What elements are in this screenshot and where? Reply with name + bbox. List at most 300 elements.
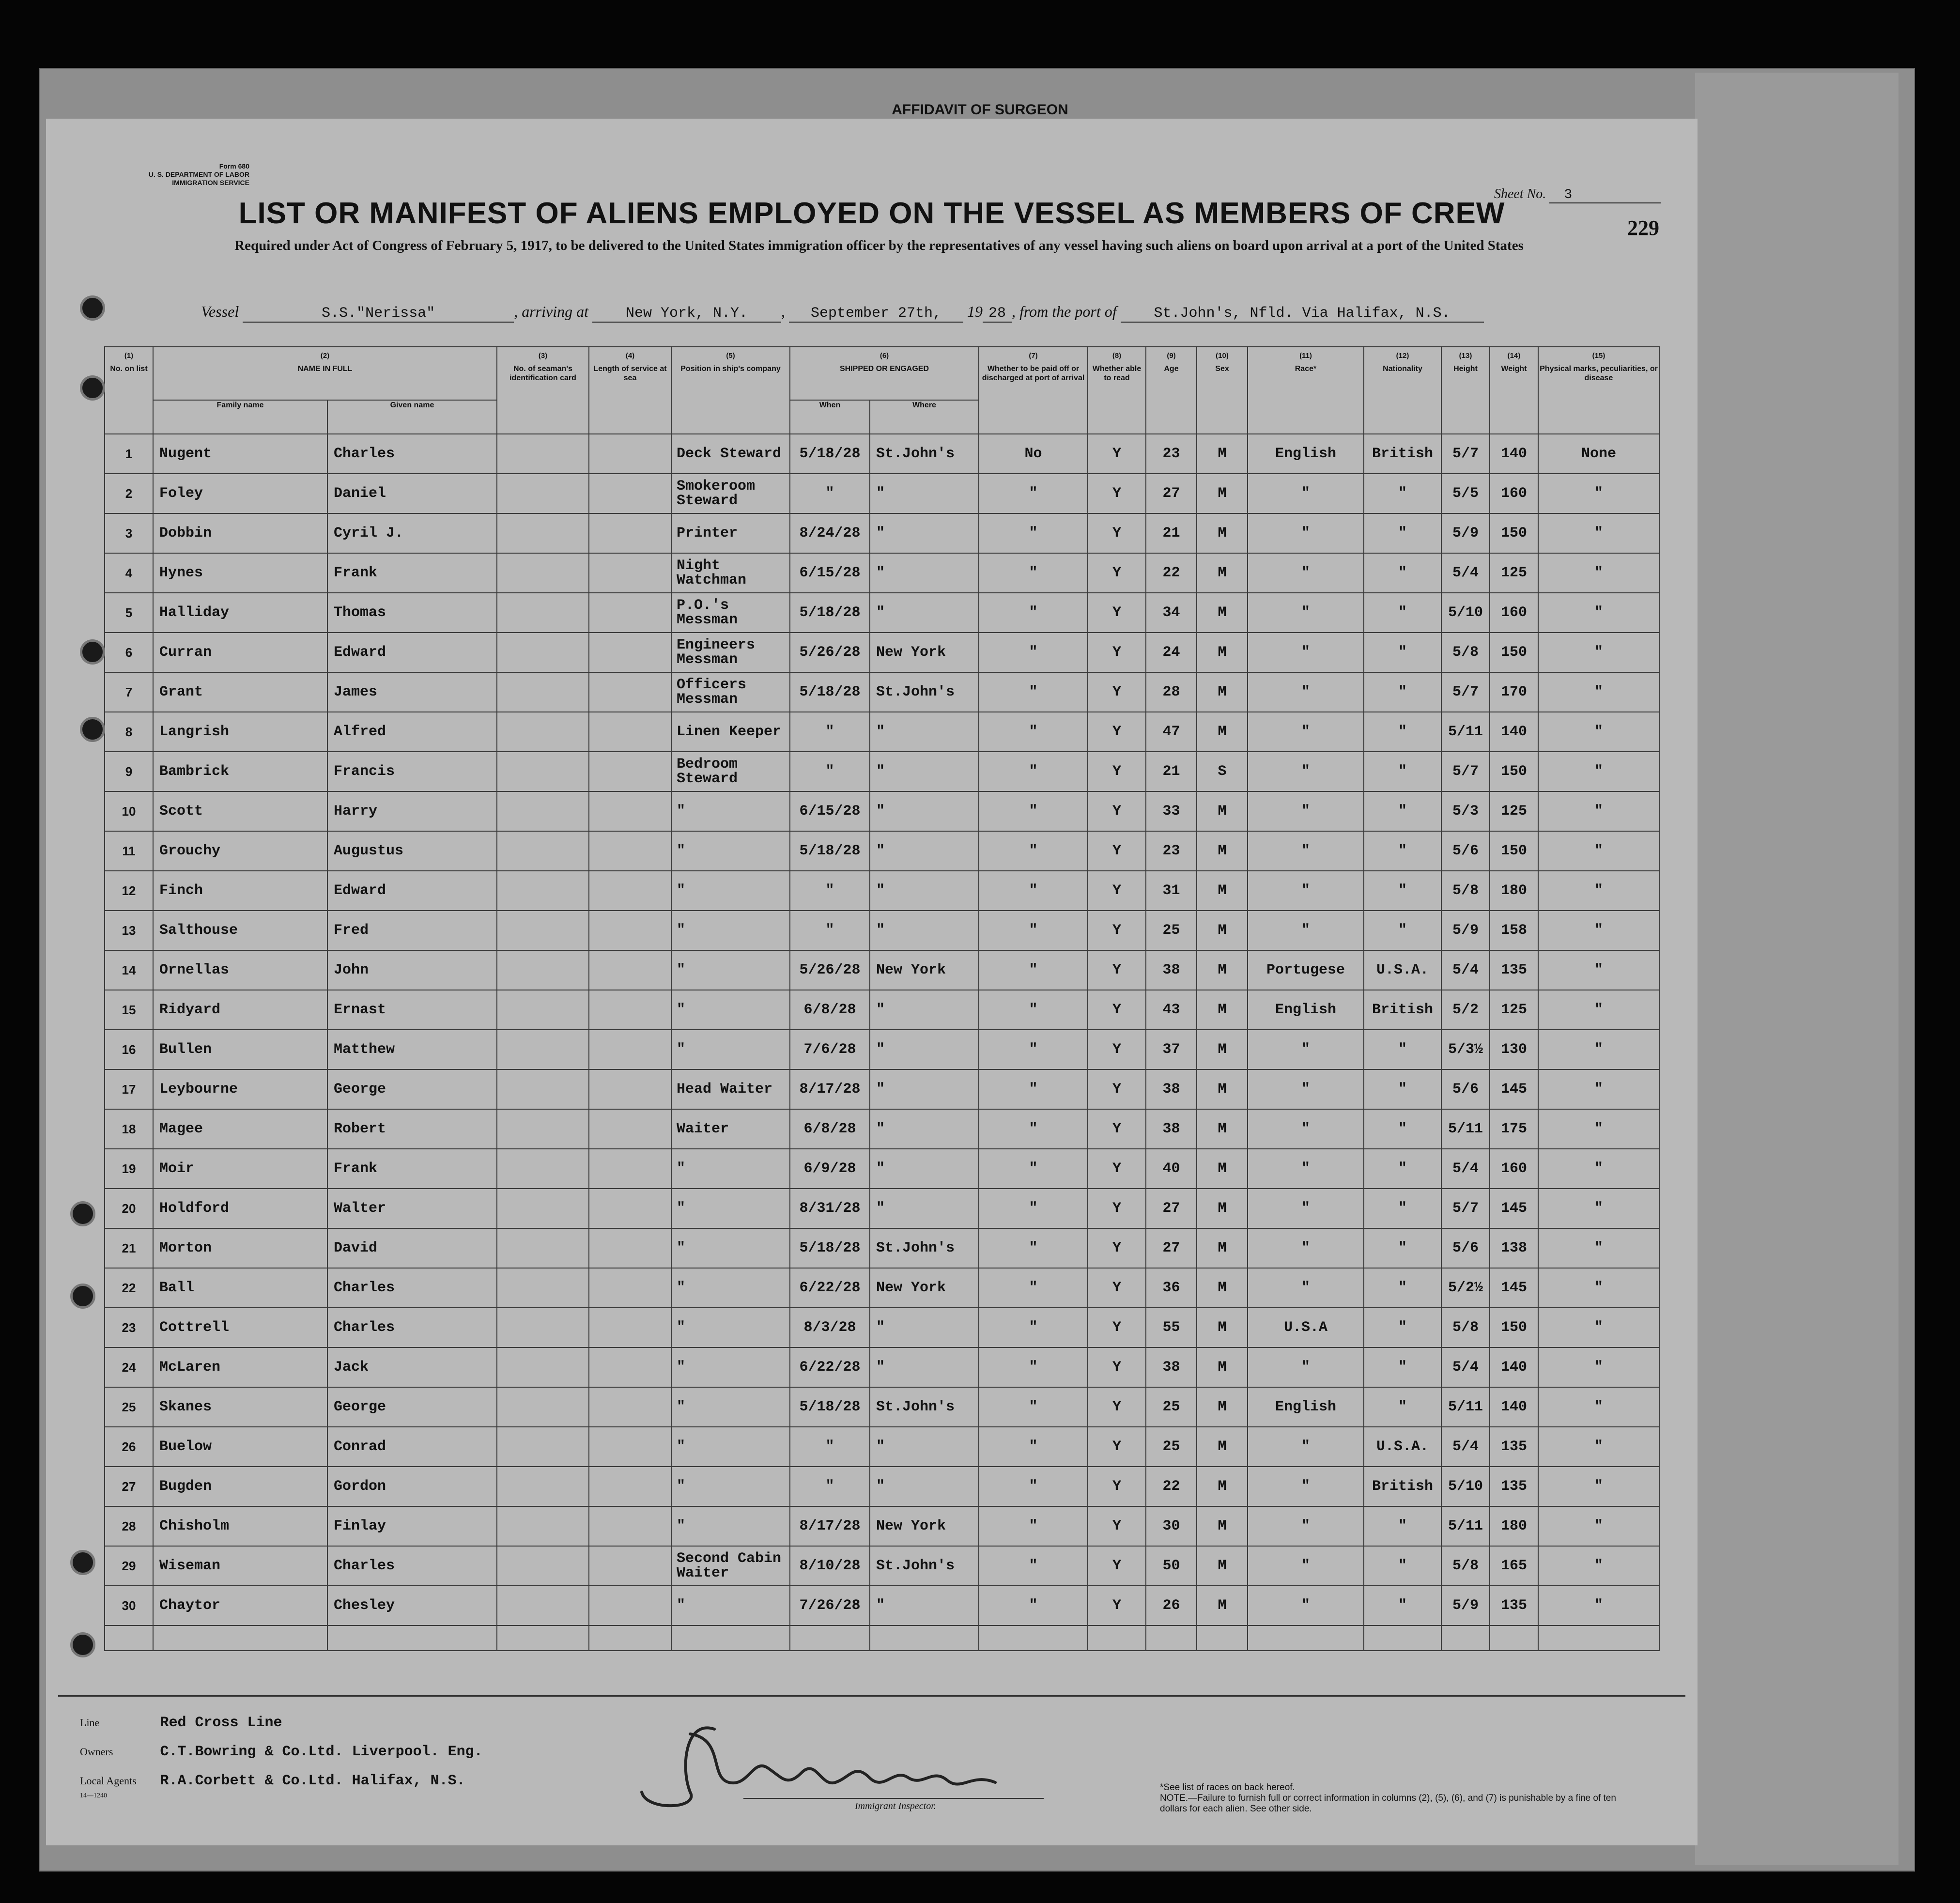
col-header-physical-marks: (15) Physical marks, peculiarities, or disease [1538,347,1659,434]
races-note: *See list of races on back hereof. [1160,1782,1295,1793]
row-number-cell: 15 [105,990,153,1030]
paid-off-cell: " [979,791,1088,831]
position-cell: " [671,1347,790,1387]
position-cell: Smokeroom Steward [671,474,790,513]
able-to-read-cell: Y [1088,1467,1146,1506]
row-number-cell: 11 [105,831,153,871]
family-name-cell: Nugent [153,434,327,474]
row-number-cell: 20 [105,1189,153,1228]
nationality-cell: " [1364,1308,1441,1347]
family-name-cell: Finch [153,871,327,911]
shipped-when-cell: 7/6/28 [790,1030,870,1069]
given-name-cell: Thomas [327,593,497,633]
agents-row [80,1773,465,1789]
blank-cell [1490,1625,1538,1651]
nationality-cell: British [1364,1467,1441,1506]
shipped-where-cell: " [870,831,979,871]
family-name-cell: Curran [153,633,327,672]
length-service-cell [589,1189,671,1228]
length-service-cell [589,633,671,672]
able-to-read-cell: Y [1088,672,1146,712]
agents-label: Local Agents [80,1775,137,1787]
family-name-cell: Halliday [153,593,327,633]
col-header-sex: (10) Sex [1197,347,1248,434]
shipped-when-cell: " [790,1467,870,1506]
row-number-cell: 16 [105,1030,153,1069]
age-cell: 33 [1146,791,1197,831]
family-name-cell: Bugden [153,1467,327,1506]
height-cell: 5/7 [1441,1189,1490,1228]
weight-cell: 140 [1490,1347,1538,1387]
shipped-where-cell: New York [870,633,979,672]
shipped-where-cell: " [870,1427,979,1467]
binder-hole [80,375,105,401]
age-cell: 25 [1146,911,1197,950]
physical-marks-cell: " [1538,950,1659,990]
position-cell: " [671,1189,790,1228]
physical-marks-cell: " [1538,911,1659,950]
col-header-age: (9) Age [1146,347,1197,434]
row-number-cell: 10 [105,791,153,831]
able-to-read-cell: Y [1088,474,1146,513]
id-card-cell [497,434,589,474]
nationality-cell: " [1364,1109,1441,1149]
nationality-cell: " [1364,712,1441,752]
length-service-cell [589,990,671,1030]
given-name-cell: Walter [327,1189,497,1228]
binder-hole [70,1201,95,1226]
family-name-cell: Chisholm [153,1506,327,1546]
given-name-cell: Francis [327,752,497,791]
paid-off-cell: " [979,752,1088,791]
shipped-when-cell: 6/8/28 [790,1109,870,1149]
race-cell: English [1248,990,1364,1030]
physical-marks-cell: " [1538,791,1659,831]
row-number-cell: 14 [105,950,153,990]
paid-off-cell: " [979,831,1088,871]
position-cell: " [671,791,790,831]
able-to-read-cell: Y [1088,1387,1146,1427]
paid-off-cell: " [979,1189,1088,1228]
form-info [104,162,249,187]
blank-cell [327,1625,497,1651]
paid-off-cell: " [979,553,1088,593]
id-card-cell [497,871,589,911]
nationality-cell: " [1364,1387,1441,1427]
length-service-cell [589,513,671,553]
sex-cell: M [1197,1149,1248,1189]
given-name-cell: Cyril J. [327,513,497,553]
nationality-cell: " [1364,871,1441,911]
position-cell: " [671,1149,790,1189]
family-name-cell: Skanes [153,1387,327,1427]
table-row [105,1149,1659,1189]
vessel-name: S.S."Nerissa" [243,305,514,323]
shipped-when-cell: 5/18/28 [790,831,870,871]
shipped-when-cell: 6/15/28 [790,791,870,831]
shipped-when-cell: " [790,1427,870,1467]
race-cell: " [1248,513,1364,553]
paid-off-cell: " [979,672,1088,712]
weight-cell: 150 [1490,831,1538,871]
position-cell: P.O.'s Messman [671,593,790,633]
position-cell: " [671,1506,790,1546]
able-to-read-cell: Y [1088,1030,1146,1069]
given-name-cell: Alfred [327,712,497,752]
family-name-cell: Cottrell [153,1308,327,1347]
height-cell: 5/7 [1441,672,1490,712]
id-card-cell [497,1189,589,1228]
blank-cell [671,1625,790,1651]
weight-cell: 158 [1490,911,1538,950]
shipped-when-cell: " [790,911,870,950]
physical-marks-cell: " [1538,752,1659,791]
row-number-cell: 9 [105,752,153,791]
owners-label: Owners [80,1746,113,1758]
paid-off-cell: No [979,434,1088,474]
vessel-line: Vessel S.S."Nerissa" , arriving at New York, N.Y. , September 27th, 19 28 , from the port of St.John's, Nfld. Via Halifax, N.S. [201,303,1654,323]
arrival-date: September 27th, [789,305,963,323]
col-header-family-name: Family name [153,400,327,434]
id-card-cell [497,1427,589,1467]
age-cell: 27 [1146,1228,1197,1268]
age-cell: 23 [1146,434,1197,474]
length-service-cell [589,752,671,791]
id-card-cell [497,1228,589,1268]
family-name-cell: Ornellas [153,950,327,990]
given-name-cell: Conrad [327,1427,497,1467]
row-number-cell: 8 [105,712,153,752]
id-card-cell [497,712,589,752]
blank-cell [1197,1625,1248,1651]
length-service-cell [589,434,671,474]
row-number-cell: 1 [105,434,153,474]
given-name-cell: Daniel [327,474,497,513]
sex-cell: M [1197,1189,1248,1228]
sex-cell: M [1197,633,1248,672]
length-service-cell [589,474,671,513]
form-number: Form 680 [219,162,249,170]
nationality-cell: " [1364,553,1441,593]
race-cell: " [1248,1467,1364,1506]
height-cell: 5/8 [1441,633,1490,672]
age-cell: 21 [1146,513,1197,553]
position-cell: " [671,990,790,1030]
shipped-when-cell: 6/15/28 [790,553,870,593]
length-service-cell [589,1546,671,1586]
manifest-footer [46,1695,1698,1841]
shipped-where-cell: " [870,1069,979,1109]
age-cell: 24 [1146,633,1197,672]
nationality-cell: " [1364,911,1441,950]
table-row [105,1308,1659,1347]
shipped-where-cell: " [870,513,979,553]
blank-cell [1538,1625,1659,1651]
nationality-cell: " [1364,1030,1441,1069]
able-to-read-cell: Y [1088,1109,1146,1149]
paid-off-cell: " [979,1546,1088,1586]
col-header-where: Where [870,400,979,434]
able-to-read-cell: Y [1088,712,1146,752]
binder-hole [80,639,105,665]
sex-cell: M [1197,1347,1248,1387]
line-value: Red Cross Line [160,1715,282,1731]
race-cell: " [1248,791,1364,831]
family-name-cell: Chaytor [153,1586,327,1625]
row-number-cell: 23 [105,1308,153,1347]
family-name-cell: Wiseman [153,1546,327,1586]
sex-cell: M [1197,1268,1248,1308]
age-cell: 38 [1146,1347,1197,1387]
weight-cell: 135 [1490,1586,1538,1625]
paid-off-cell: " [979,712,1088,752]
height-cell: 5/4 [1441,1149,1490,1189]
row-number-cell: 13 [105,911,153,950]
col-header-nationality: (12) Nationality [1364,347,1441,434]
sex-cell: M [1197,553,1248,593]
blank-cell [1441,1625,1490,1651]
shipped-where-cell: " [870,1030,979,1069]
family-name-cell: Bullen [153,1030,327,1069]
binder-hole [70,1550,95,1575]
year-suffix: 28 [983,305,1012,323]
manifest-sheet [46,119,1698,1845]
row-number-cell: 27 [105,1467,153,1506]
physical-marks-cell: " [1538,1506,1659,1546]
weight-cell: 138 [1490,1228,1538,1268]
id-card-cell [497,593,589,633]
col-header-given-name: Given name [327,400,497,434]
footer-rule [58,1695,1685,1697]
sheet-number-label: Sheet No. [1494,186,1546,201]
height-cell: 5/2 [1441,990,1490,1030]
shipped-where-cell: " [870,791,979,831]
family-name-cell: Grouchy [153,831,327,871]
given-name-cell: Gordon [327,1467,497,1506]
paid-off-cell: " [979,1387,1088,1427]
paid-off-cell: " [979,1268,1088,1308]
nationality-cell: " [1364,791,1441,831]
col-header-weight: (14) Weight [1490,347,1538,434]
physical-marks-cell: None [1538,434,1659,474]
given-name-cell: Finlay [327,1506,497,1546]
age-cell: 55 [1146,1308,1197,1347]
shipped-when-cell: 8/17/28 [790,1069,870,1109]
physical-marks-cell: " [1538,553,1659,593]
shipped-where-cell: " [870,911,979,950]
row-number-cell: 26 [105,1427,153,1467]
physical-marks-cell: " [1538,1387,1659,1427]
shipped-where-cell: St.John's [870,434,979,474]
length-service-cell [589,593,671,633]
given-name-cell: Harry [327,791,497,831]
height-cell: 5/8 [1441,1308,1490,1347]
table-row [105,593,1659,633]
physical-marks-cell: " [1538,871,1659,911]
physical-marks-cell: " [1538,1149,1659,1189]
table-row [105,1189,1659,1228]
table-row [105,434,1659,474]
position-cell: Bedroom Steward [671,752,790,791]
shipped-where-cell: St.John's [870,1387,979,1427]
sheet-number [1494,186,1661,203]
blank-cell [870,1625,979,1651]
weight-cell: 135 [1490,1467,1538,1506]
paid-off-cell: " [979,1149,1088,1189]
given-name-cell: George [327,1387,497,1427]
id-card-cell [497,553,589,593]
length-service-cell [589,1308,671,1347]
nationality-cell: " [1364,831,1441,871]
able-to-read-cell: Y [1088,633,1146,672]
height-cell: 5/11 [1441,1387,1490,1427]
table-row [105,1387,1659,1427]
shipped-when-cell: " [790,752,870,791]
sex-cell: M [1197,1427,1248,1467]
shipped-where-cell: New York [870,1268,979,1308]
shipped-where-cell: " [870,990,979,1030]
shipped-when-cell: 6/22/28 [790,1268,870,1308]
shipped-when-cell: 5/26/28 [790,950,870,990]
position-cell: " [671,1228,790,1268]
family-name-cell: Magee [153,1109,327,1149]
row-number-cell: 19 [105,1149,153,1189]
row-number-cell: 25 [105,1387,153,1427]
height-cell: 5/5 [1441,474,1490,513]
able-to-read-cell: Y [1088,553,1146,593]
col-header-name: (2) NAME IN FULL [153,347,497,400]
height-cell: 5/4 [1441,950,1490,990]
paid-off-cell: " [979,513,1088,553]
paid-off-cell: " [979,1347,1088,1387]
given-name-cell: Frank [327,553,497,593]
row-number-cell: 18 [105,1109,153,1149]
sex-cell: S [1197,752,1248,791]
given-name-cell: Chesley [327,1586,497,1625]
height-cell: 5/6 [1441,1069,1490,1109]
physical-marks-cell: " [1538,1347,1659,1387]
paid-off-cell: " [979,990,1088,1030]
shipped-where-cell: " [870,553,979,593]
sex-cell: M [1197,1109,1248,1149]
family-name-cell: Foley [153,474,327,513]
vessel-label: Vessel [201,303,239,320]
id-card-cell [497,1149,589,1189]
weight-cell: 145 [1490,1069,1538,1109]
blank-cell [1248,1625,1364,1651]
shipped-where-cell: " [870,1149,979,1189]
id-card-cell [497,1467,589,1506]
able-to-read-cell: Y [1088,1586,1146,1625]
race-cell: " [1248,1109,1364,1149]
physical-marks-cell: " [1538,1268,1659,1308]
physical-marks-cell: " [1538,672,1659,712]
physical-marks-cell: " [1538,1109,1659,1149]
age-cell: 37 [1146,1030,1197,1069]
col-header-race: (11) Race* [1248,347,1364,434]
height-cell: 5/4 [1441,1427,1490,1467]
height-cell: 5/7 [1441,434,1490,474]
position-cell: " [671,1427,790,1467]
family-name-cell: Ridyard [153,990,327,1030]
length-service-cell [589,712,671,752]
table-row [105,672,1659,712]
position-cell: " [671,871,790,911]
row-number-cell: 3 [105,513,153,553]
nationality-cell: " [1364,1149,1441,1189]
id-card-cell [497,1347,589,1387]
sex-cell: M [1197,434,1248,474]
age-cell: 22 [1146,1467,1197,1506]
weight-cell: 160 [1490,593,1538,633]
manifest-body [105,434,1659,1651]
able-to-read-cell: Y [1088,1308,1146,1347]
height-cell: 5/3 [1441,791,1490,831]
sex-cell: M [1197,593,1248,633]
length-service-cell [589,791,671,831]
id-card-cell [497,990,589,1030]
binder-hole [70,1284,95,1309]
blank-cell [153,1625,327,1651]
shipped-when-cell: 5/18/28 [790,1387,870,1427]
shipped-when-cell: 8/24/28 [790,513,870,553]
inspector-signature [627,1710,1024,1811]
weight-cell: 130 [1490,1030,1538,1069]
position-cell: Waiter [671,1109,790,1149]
id-card-cell [497,672,589,712]
nationality-cell: " [1364,633,1441,672]
height-cell: 5/11 [1441,1506,1490,1546]
physical-marks-cell: " [1538,1189,1659,1228]
weight-cell: 140 [1490,434,1538,474]
length-service-cell [589,1387,671,1427]
position-cell: " [671,911,790,950]
paid-off-cell: " [979,1427,1088,1467]
inspector-label: Immigrant Inspector. [855,1801,936,1811]
able-to-read-cell: Y [1088,831,1146,871]
nationality-cell: " [1364,513,1441,553]
position-cell: Head Waiter [671,1069,790,1109]
table-row [105,513,1659,553]
able-to-read-cell: Y [1088,752,1146,791]
physical-marks-cell: " [1538,593,1659,633]
col-header-position: (5) Position in ship's company [671,347,790,434]
able-to-read-cell: Y [1088,1427,1146,1467]
nationality-cell: " [1364,1189,1441,1228]
table-row [105,1546,1659,1586]
arriving-port: New York, N.Y. [592,305,781,323]
paid-off-cell: " [979,871,1088,911]
shipped-where-cell: St.John's [870,672,979,712]
weight-cell: 150 [1490,633,1538,672]
family-name-cell: Grant [153,672,327,712]
paid-off-cell: " [979,633,1088,672]
able-to-read-cell: Y [1088,513,1146,553]
table-row [105,752,1659,791]
row-number-cell: 30 [105,1586,153,1625]
id-card-cell [497,1387,589,1427]
given-name-cell: James [327,672,497,712]
length-service-cell [589,831,671,871]
id-card-cell [497,831,589,871]
race-cell: English [1248,1387,1364,1427]
length-service-cell [589,1149,671,1189]
table-row [105,1427,1659,1467]
able-to-read-cell: Y [1088,1268,1146,1308]
given-name-cell: Robert [327,1109,497,1149]
row-number-cell: 28 [105,1506,153,1546]
physical-marks-cell: " [1538,474,1659,513]
